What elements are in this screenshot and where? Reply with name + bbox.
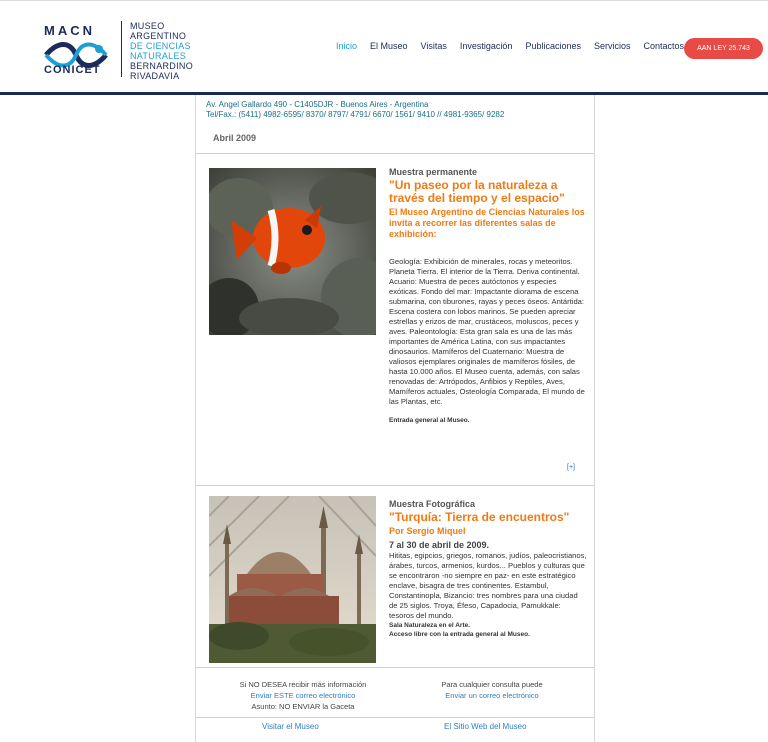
museum-name-line: RIVADAVIA [130,71,180,81]
museum-name-line: BERNARDINO [130,61,194,71]
article-kicker: Muestra Fotográfica [389,499,476,509]
contact-text: Para cualquier consulta puede [441,680,543,689]
visit-museum-link[interactable]: Visitar el Museo [262,722,319,731]
unsubscribe-email-link[interactable]: Enviar ESTE correo electrónico [250,691,356,700]
nav-inicio[interactable]: Inicio [336,41,358,51]
nav-publicaciones[interactable]: Publicaciones [525,41,581,51]
hagia-sophia-image-icon [209,496,376,663]
article-muestra-permanente [389,167,587,425]
macn-conicet-logo[interactable] [44,21,194,81]
unsubscribe-text: Si NO DESEA recibir más información [239,680,367,689]
museum-name-line: DE CIENCIAS [130,41,191,51]
museum-address [206,100,504,120]
section-divider [196,153,594,154]
article-author: Por Sergio Miquel [389,526,466,536]
article-subhead: El Museo Argentino de Ciencias Naturales los invita a recorrer las diferentes salas de exhibición: [389,207,585,239]
main-nav [336,41,697,51]
read-more-link[interactable]: [+] [567,464,575,471]
nav-contactos[interactable]: Contactos [643,41,685,51]
clownfish-image-icon [209,168,376,335]
nav-el-museo[interactable]: El Museo [370,41,408,51]
article-headline[interactable]: "Un paseo por la naturaleza a través del tiempo y el espacio" [389,178,565,205]
site-header [0,0,768,92]
unsubscribe-block [208,679,398,712]
article-body: Geología: Exhibición de minerales, rocas y meteoritos. Planeta Tierra. El interior de la Tierra. Deriva continental. Acuario: Muestra de peces autóctonos y especies exóticas. Fondo del mar: Impactante diorama de escena submarina, con tiburones, rayas y peces óseos. Antártida: Escena costera con lobos marinos. Se pueden apreciar estrellas y erizos de mar, crustáceos, moluscos, peces y aves. Paleontología: Esta gran sala es una de las más importantes de América Latina, con sus impactantes dinosaurios. Mamíferos del Cuaternario: Muestra de valiosos ejemplares originales de mamíferos fósiles, de hasta 10.000 años. El Museo cuenta, además, con salas renovadas de: Artrópodos, Anfibios y Reptiles, Aves, Mamíferos actuales, Osteología Comparada, El mundo de las Plantas, etc. [389,257,585,406]
contact-block [400,679,584,701]
museum-name-line: NATURALES [130,51,187,61]
section-divider [196,485,594,486]
newsletter [195,95,595,742]
article-note: Entrada general al Museo. [389,417,470,424]
nav-servicios[interactable]: Servicios [594,41,631,51]
nav-visitas[interactable]: Visitas [420,41,447,51]
address-line: Av. Angel Gallardo 490 - C1405DJR - Buenos Aires - Argentina [206,100,429,109]
nav-investigacion[interactable]: Investigación [459,41,513,51]
article-headline[interactable]: "Turquía: Tierra de encuentros" [389,510,570,524]
article-body: Hititas, egipcios, griegos, romanos, judíos, paleocristianos, árabes, turcos, armenios, kurdos... Pueblos y culturas que se encontraron -no siempre en paz- en este estratégico enclave, bisagra de tres continentes. Estambul, Constantinopla, Bizancio: tres nombres para una ciudad de 25 siglos. Troya, Éfeso, Capadocia, Pamukkale: tesoros del mundo. [389,551,587,620]
hagia-sophia-photo [209,496,376,663]
museum-website-link[interactable]: El Sitio Web del Museo [444,722,527,731]
article-kicker: Muestra permanente [389,167,478,177]
unsubscribe-subject: Asunto: NO ENVIAR la Gaceta [251,702,355,711]
aan-ley-button[interactable]: AAN LEY 25.743 [684,38,763,59]
contact-email-link[interactable]: Enviar un correo electrónico [445,691,539,700]
logo-macn-text: MACN [44,23,95,38]
article-note: Acceso libre con la entrada general al Museo. [389,631,530,638]
museum-name-line: MUSEO [130,21,165,31]
museum-name-line: ARGENTINO [130,31,187,41]
article-note: Sala Naturaleza en el Arte. [389,622,471,629]
museum-name [130,21,193,81]
article-dates: 7 al 30 de abril de 2009. [389,540,490,550]
logo-divider [121,21,122,77]
logo-conicet-text: CONICET [44,64,101,76]
article-muestra-fotografica [389,499,587,639]
issue-month: Abril 2009 [213,133,257,143]
clownfish-photo [209,168,376,335]
footer-divider [196,717,594,718]
phone-line: Tel/Fax.: (5411) 4982-6595/ 8370/ 8797/ 4791/ 6670/ 1561/ 9410 // 4981-9365/ 9282 [206,110,505,119]
section-divider [196,667,594,668]
